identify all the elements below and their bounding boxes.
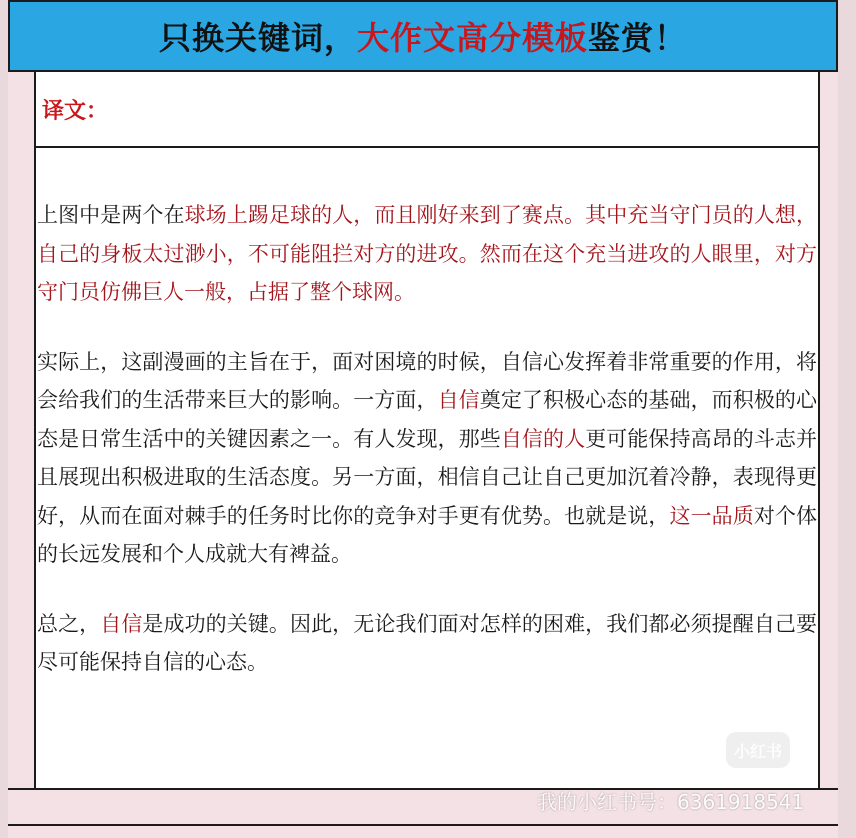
page-header	[8, 0, 838, 72]
section-title: 译文：	[42, 99, 109, 124]
highlighted-text: 自信	[437, 388, 480, 412]
section-title-row	[34, 72, 820, 148]
header-text-highlight: 大作文高分模板	[356, 19, 588, 57]
highlighted-text: 球场上踢足球的人，而且刚好来到了赛点。其中充当守门员的人想，自己的身板太过渺小，不可能阻拦对方的进攻。然而在这个充当进攻的人眼里，对方守门员仿佛巨人一般，占据了整个球网。	[37, 203, 818, 304]
body-text: 奠定了积极心态的基础，而积极的心态是日常生活中的关键因素之一。有人发现，那些	[37, 388, 818, 451]
header-text-part3: 鉴赏！	[588, 19, 688, 57]
watermark-text: 我的小红书号：6361918541	[537, 790, 805, 814]
body-text: 对个体的长远发展和个人成就大有裨益。	[37, 503, 818, 566]
header-text-part1: 只换关键词，	[158, 19, 357, 57]
body-text: 总之，	[37, 611, 101, 636]
body-text: 实际上，这副漫画的主旨在于，面对困境的时候，自信心发挥着非常重要的作用，将会给我们的生活带来巨大的影响。一方面，	[37, 349, 817, 412]
highlighted-text: 自信的人	[500, 426, 586, 451]
watermark-logo-text: 小红书	[733, 741, 782, 761]
highlighted-text: 这一品质	[669, 503, 754, 528]
body-text: 上图中是两个在	[37, 203, 185, 227]
watermark-logo-icon	[726, 732, 790, 768]
paragraph	[37, 605, 817, 682]
highlighted-text: 自信	[100, 611, 143, 636]
body-text: 是成功的关键。因此，无论我们面对怎样的困难，我们都必须提醒自己要尽可能保持自信的心态。	[37, 611, 818, 674]
paragraph	[37, 343, 817, 574]
translation-body	[37, 196, 817, 713]
body-text: 更可能保持高昂的斗志并且展现出积极进取的生活态度。另一方面，相信自己让自己更加沉着冷静，表现得更好，从而在面对棘手的任务时比你的竞争对手更有优势。也就是说，	[37, 426, 818, 528]
paragraph	[37, 196, 817, 312]
